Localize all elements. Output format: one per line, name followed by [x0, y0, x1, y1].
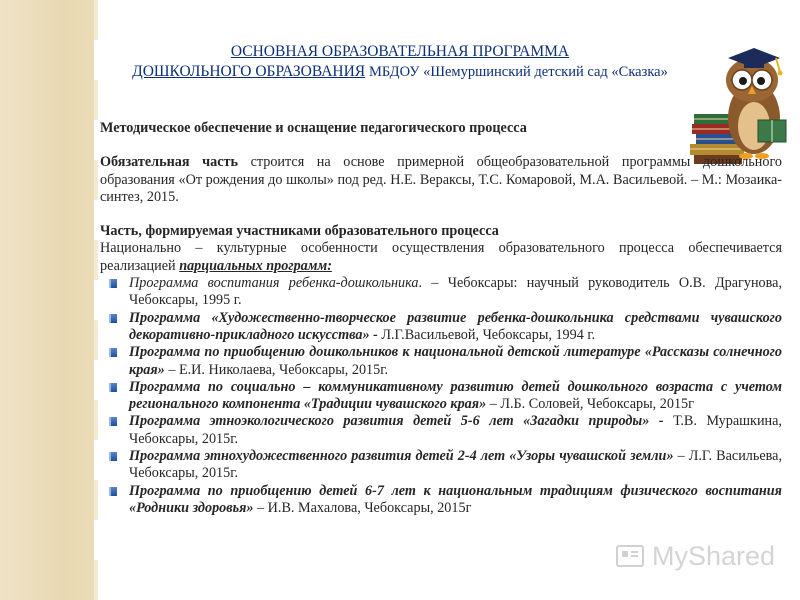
- decorative-left-band: [0, 0, 94, 600]
- bullet-icon: [109, 417, 117, 426]
- page-title: [100, 42, 700, 82]
- participants-text: Национально – культурные особенности осуществления образовательного процесса обеспечивается реализацией: [100, 240, 782, 274]
- list-item: [98, 310, 782, 345]
- band-divider: [94, 80, 98, 120]
- program-title: Программа воспитания ребенка-дошкольника: [129, 275, 419, 292]
- institution-name: МБДОУ «Шемуршинский детский сад «Сказка»: [369, 64, 668, 80]
- list-item: [98, 448, 782, 483]
- watermark: [614, 536, 784, 576]
- list-item: [98, 344, 782, 379]
- programs-list: [98, 275, 782, 517]
- bullet-icon: [109, 452, 117, 461]
- program-title: Программа по социально – коммуникативному развитию детей дошкольного возраста с учетом регионального компонента «Традиции чувашского края»: [129, 378, 782, 413]
- mandatory-part-text: строится на основе примерной общеобразовательной программы дошкольного образования «От рождения до школы» под ред. Н.Е. Вераксы, Т.С. Комаровой, М.А. Васильевой. – М.: Мозаика-синтез, 2015.: [100, 154, 783, 205]
- watermark-text: MyShared: [652, 541, 776, 571]
- bullet-icon: [109, 314, 117, 323]
- program-details: Л.Г.Васильевой, Чебоксары, 1994 г.: [377, 326, 596, 343]
- bullet-icon: [109, 487, 117, 496]
- program-details: – Л.Г. Васильева, Чебоксары, 2015г.: [129, 448, 782, 482]
- program-title: Программа этноэкологического развития детей 5-6 лет «Загадки природы» -: [129, 413, 664, 430]
- list-item: [98, 483, 782, 518]
- section-heading-participants: Часть, формируемая участниками образовательного процесса: [100, 223, 499, 240]
- band-divider: [94, 160, 98, 200]
- program-title: Программа этнохудожественного развития детей 2-4 лет «Узоры чувашской земли»: [129, 448, 674, 465]
- program-title: Программа по приобщению детей 6-7 лет к национальным традициям физического воспитания «Родники здоровья»: [129, 482, 782, 516]
- program-details: Т.В. Мурашкина, Чебоксары, 2015г.: [129, 413, 782, 447]
- list-item: [98, 275, 782, 310]
- program-details: . – Чебоксары: научный руководитель О.В. Драгунова, Чебоксары, 1995 г.: [129, 275, 782, 309]
- bullet-icon: [109, 279, 117, 288]
- band-divider: [94, 560, 98, 600]
- band-divider: [94, 0, 98, 40]
- partial-programs-label: парциальных программ:: [179, 257, 332, 274]
- mandatory-part-label: Обязательная часть: [100, 154, 238, 171]
- spacer: [100, 137, 782, 154]
- bullet-icon: [109, 348, 117, 357]
- spacer: [100, 206, 782, 223]
- program-title: Программа по приобщению дошкольников к национальной детской литературе «Рассказы солнечного края»: [129, 344, 782, 378]
- title-line-1: ОСНОВНАЯ ОБРАЗОВАТЕЛЬНАЯ ПРОГРАММА: [230, 43, 570, 60]
- participants-paragraph: [100, 240, 782, 275]
- list-item: [98, 413, 782, 448]
- main-content: [100, 120, 782, 517]
- program-details: – И.В. Махалова, Чебоксары, 2015г: [253, 499, 472, 516]
- program-details: – Е.И. Николаева, Чебоксары, 2015г.: [164, 361, 389, 378]
- band-divider: [94, 240, 98, 280]
- program-title: Программа «Художественно-творческое развитие ребенка-дошкольника средствами чувашского декоративно-прикладного искусства» -: [129, 309, 782, 343]
- bullet-icon: [109, 383, 117, 392]
- mandatory-part-paragraph: [100, 154, 782, 206]
- program-details: – Л.Б. Соловей, Чебоксары, 2015г: [486, 396, 694, 413]
- section-heading-methodology: Методическое обеспечение и оснащение педагогического процесса: [100, 120, 527, 136]
- list-item: [98, 379, 782, 414]
- watermark-logo-icon: [614, 540, 646, 572]
- title-line-2: ДОШКОЛЬНОГО ОБРАЗОВАНИЯ: [132, 63, 366, 80]
